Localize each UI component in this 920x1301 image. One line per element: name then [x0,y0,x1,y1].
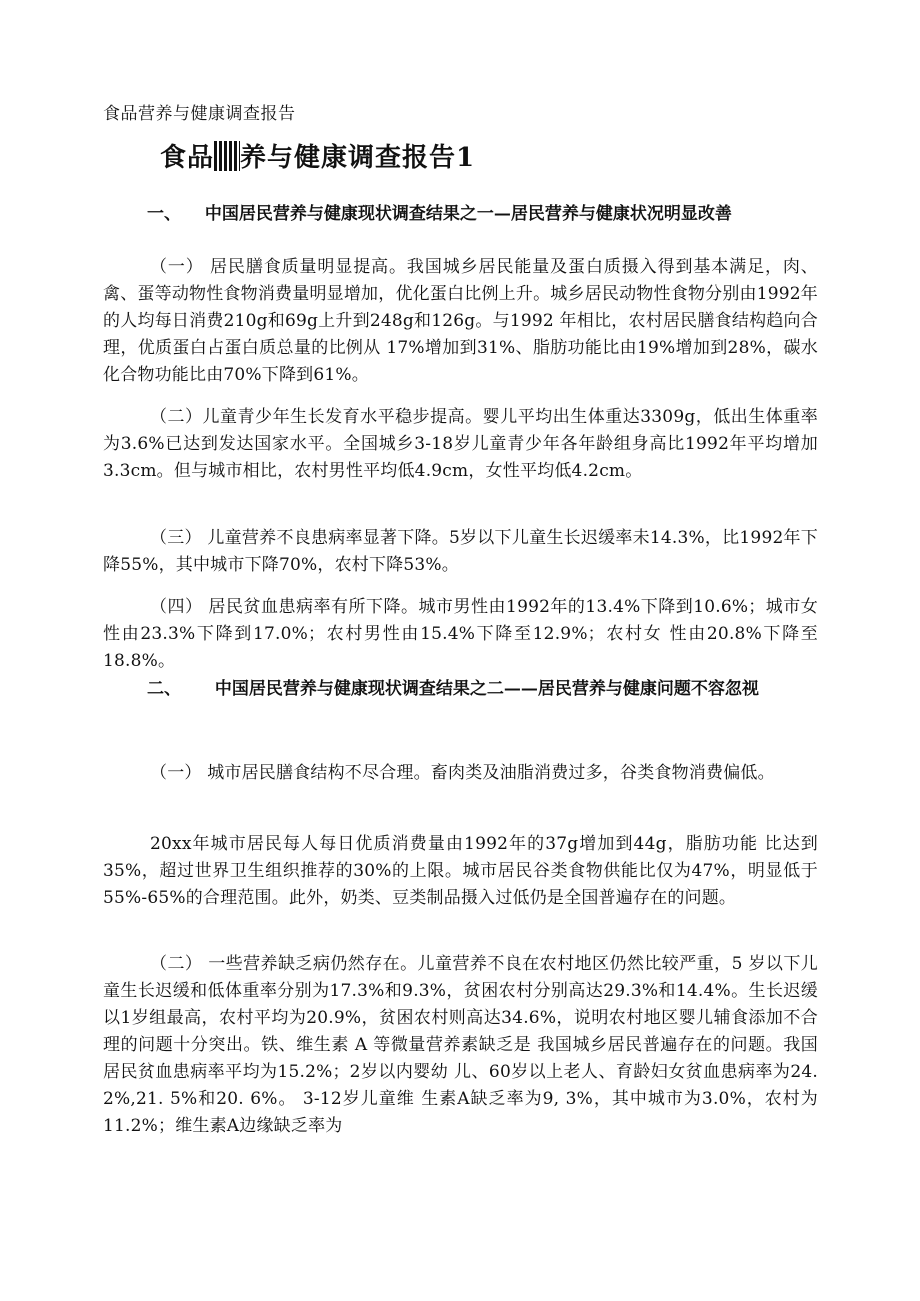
section-number: 二、 [147,679,181,699]
section-heading-2 [103,675,818,703]
paragraph: （二）儿童青少年生长发育水平稳步提高。婴儿平均出生体重达3309g，低出生体重率为3.6%已达到发达国家水平。全国城乡3-18岁儿童青少年各年龄组身高比1992年平均增加3.3cm。但与城市相比，农村男性平均低4.9cm，女性平均低4.2cm。 [103,407,818,481]
paragraph: （三） 儿童营养不良患病率显著下降。5岁以下儿童生长迟缓率未14.3%，比1992年下降55%，其中城市下降70%，农村下降53%。 [103,528,818,575]
title-prefix: 食品 [160,143,215,173]
section-heading-text: 中国居民营养与健康现状调查结果之二——居民营养与健康问题不容忽视 [214,679,759,699]
paragraph: （一） 居民膳食质量明显提高。我国城乡居民能量及蛋白质摄入得到基本满足，肉、禽、蛋等动物性食物消费量明显增加，优化蛋白比例上升。城乡居民动物性食物分别由1992年的人均每日消费210g和69g上升到248g和126g。与1992 年相比，农村居民膳食结构趋向合理，优质蛋白占蛋白质总量的比例从 17%增加到31%、脂肪功能比由19%增加到28%，碳水化合物功能比由70%下降到61%。 [103,257,818,385]
paragraph: （二） 一些营养缺乏病仍然存在。儿童营养不良在农村地区仍然比较严重，5 岁以下儿童生长迟缓和低体重率分别为17.3%和9.3%，贫困农村分别高达29.3%和14.4%。生长迟缓以1岁组最高，农村平均为20.9%，贫困农村则高达34.6%，说明农村地区婴儿辅食添加不合理的问题十分突出。铁、维生素 A 等微量营养素缺乏是 我国城乡居民普遍存在的问题。我国居民贫血患病率平均为15.2%；2岁以内婴幼 儿、60岁以上老人、育龄妇女贫血患病率为24. 2%,21. 5%和20. 6%。 3-12岁儿童维 生素A缺乏率为9, 3%，其中城市为3.0%，农村为11.2%；维生素A边缘缺乏率为 [103,954,818,1136]
paragraph: （一） 城市居民膳食结构不尽合理。畜肉类及油脂消费过多，谷类食物消费偏低。 [150,763,775,783]
garbled-glyph [214,141,240,171]
section-number: 一、 [147,204,181,224]
section-heading-text: 中国居民营养与健康现状调查结果之一—居民营养与健康状况明显改善 [204,204,732,224]
title-suffix: 养与健康调查报告1 [240,143,476,173]
section-heading-1 [103,200,818,228]
running-header: 食品营养与健康调查报告 [103,104,296,124]
document-title [160,140,475,176]
paragraph: 20xx年城市居民每人每日优质消费量由1992年的37g增加到44g，脂肪功能 比达到35%，超过世界卫生组织推荐的30%的上限。城市居民谷类食物供能比仅为47%，明显低于 55%-65%的合理范围。此外，奶类、豆类制品摄入过低仍是全国普遍存在的问题。 [103,834,818,908]
paragraph: （四） 居民贫血患病率有所下降。城市男性由1992年的13.4%下降到10.6%；城市女性由23.3%下降到17.0%；农村男性由15.4%下降至12.9%；农村女 性由20.8%下降至18.8%。 [103,597,818,671]
